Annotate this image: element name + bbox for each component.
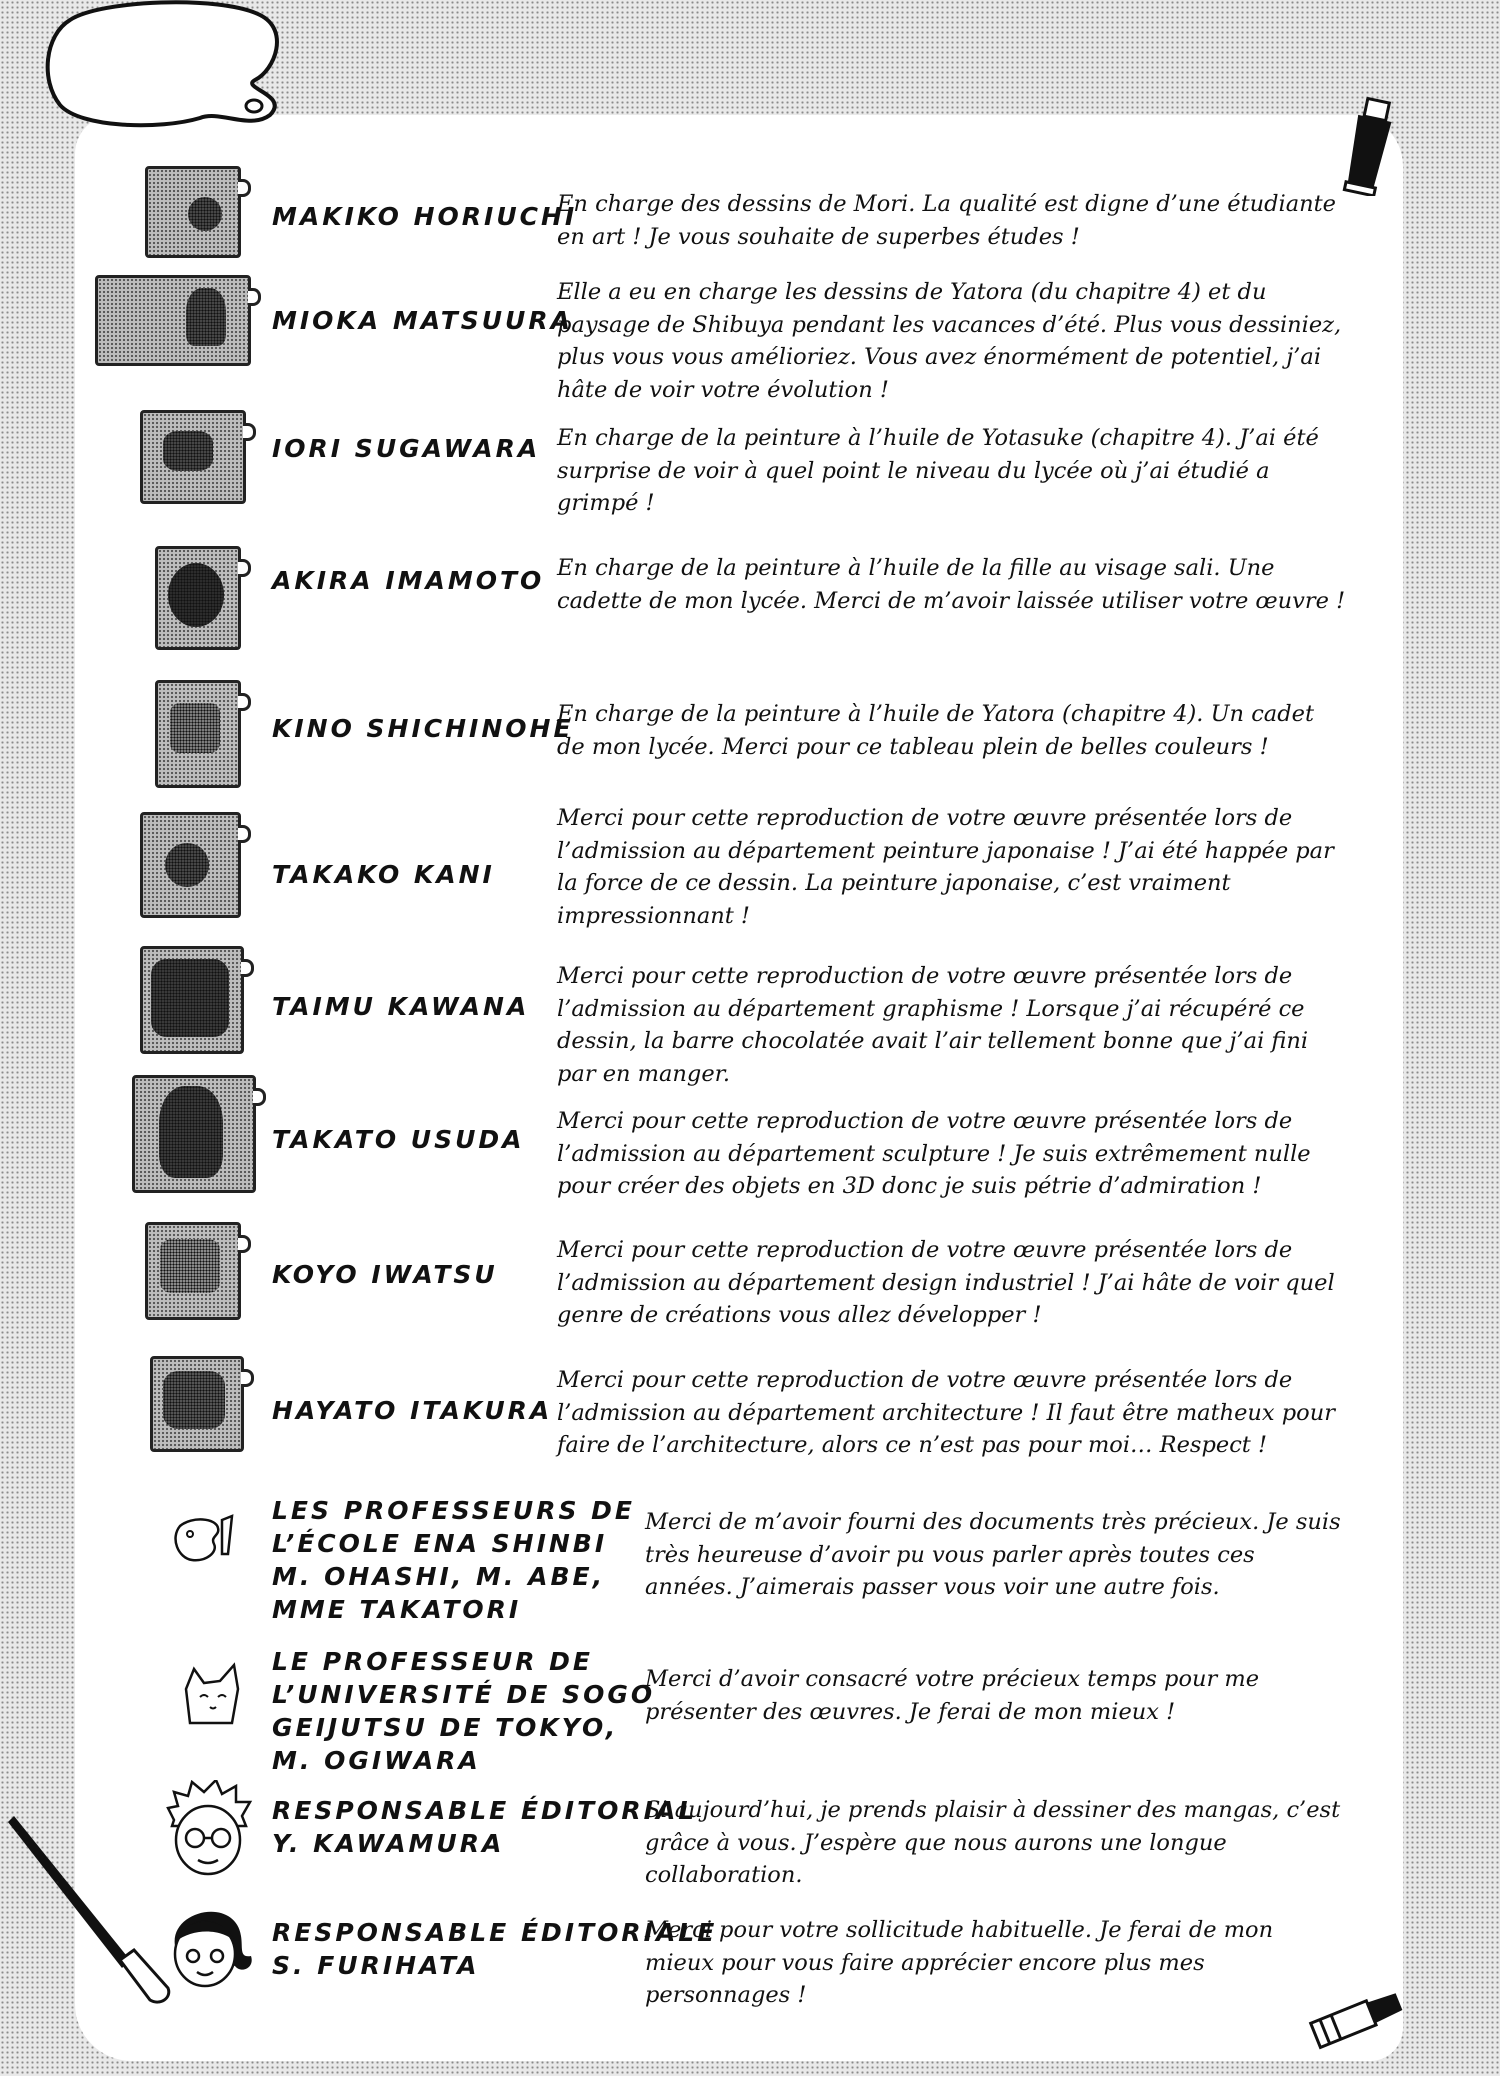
staff-line: MME TAKATORI xyxy=(272,1595,522,1624)
paint-tube-icon xyxy=(1340,96,1400,196)
palette-icon xyxy=(170,1514,240,1574)
palette-icon xyxy=(40,0,280,130)
artwork-thumbnail xyxy=(132,1075,256,1193)
artwork-thumbnail xyxy=(155,680,241,788)
credit-text: Merci pour cette reproduction de votre œuvre présentée lors de l’admission au département peinture japonaise ! J’ai été happée par la force de ce dessin. La peinture japonaise, c’est vraiment impressionnant ! xyxy=(557,805,1334,929)
credit-name: IORI SUGAWARA xyxy=(272,434,541,463)
artwork-thumbnail xyxy=(140,946,244,1054)
credit-name: KINO SHICHINOHE xyxy=(272,714,574,743)
staff-line: L’ÉCOLE ENA SHINBI xyxy=(272,1529,608,1558)
credit-text: Merci pour cette reproduction de votre œuvre présentée lors de l’admission au département architecture ! Il faut être matheux pour faire de l’architecture, alors ce n’est pas pour moi… Respect ! xyxy=(557,1367,1335,1458)
credit-text: Merci pour cette reproduction de votre œuvre présentée lors de l’admission au département sculpture ! Je suis extrêmement nulle pour créer des objets en 3D donc je suis pétrie d’admiration ! xyxy=(557,1108,1311,1199)
artwork-thumbnail xyxy=(95,275,251,366)
staff-line: M. OHASHI, M. ABE, xyxy=(272,1562,606,1591)
staff-line: RESPONSABLE ÉDITORIALE xyxy=(272,1918,718,1947)
credit-name: HAYATO ITAKURA xyxy=(272,1396,553,1425)
staff-line: GEIJUTSU DE TOKYO, xyxy=(272,1713,619,1742)
credit-name: MIOKA MATSUURA xyxy=(272,306,573,335)
staff-line: Y. KAWAMURA xyxy=(272,1829,505,1858)
credit-name: KOYO IWATSU xyxy=(272,1260,498,1289)
staff-text: Merci pour votre sollicitude habituelle. Je ferai de mon mieux pour vous faire apprécier encore plus mes personnages ! xyxy=(645,1917,1274,2008)
credit-text: Merci pour cette reproduction de votre œuvre présentée lors de l’admission au département design industriel ! J’ai hâte de voir quel genre de créations vous allez développer ! xyxy=(557,1237,1335,1328)
artwork-thumbnail xyxy=(145,166,241,258)
credit-name: TAKAKO KANI xyxy=(272,860,495,889)
credit-text: Merci pour cette reproduction de votre œuvre présentée lors de l’admission au département graphisme ! Lorsque j’ai récupéré ce dessin, la barre chocolatée avait l’air tellement bonne que j’ai fini par en manger. xyxy=(557,963,1309,1087)
credit-text: En charge de la peinture à l’huile de Yotasuke (chapitre 4). J’ai été surprise de voir à quel point le niveau du lycée où j’ai étudié a grimpé ! xyxy=(557,425,1319,516)
staff-line: LES PROFESSEURS DE xyxy=(272,1496,635,1525)
paintbrush-icon xyxy=(0,1810,180,2010)
staff-line: LE PROFESSEUR DE xyxy=(272,1647,593,1676)
credit-text: En charge des dessins de Mori. La qualité est digne d’une étudiante en art ! Je vous souhaite de superbes études ! xyxy=(557,191,1336,250)
staff-line: L’UNIVERSITÉ DE SOGO xyxy=(272,1680,656,1709)
credit-text: En charge de la peinture à l’huile de la fille au visage sali. Une cadette de mon lycée. Merci de m’avoir laissée utiliser votre œuvre ! xyxy=(557,555,1346,614)
credit-text: En charge de la peinture à l’huile de Yatora (chapitre 4). Un cadet de mon lycée. Merci pour ce tableau plein de belles couleurs ! xyxy=(557,701,1314,760)
artwork-thumbnail xyxy=(150,1356,244,1452)
credit-name: TAKATO USUDA xyxy=(272,1125,525,1154)
artwork-thumbnail xyxy=(140,812,241,918)
credit-name: MAKIKO HORIUCHI xyxy=(272,202,578,231)
staff-line: S. FURIHATA xyxy=(272,1951,480,1980)
staff-text: Merci de m’avoir fourni des documents très précieux. Je suis très heureuse d’avoir pu vous parler après toutes ces années. J’aimerais passer vous voir une autre fois. xyxy=(645,1509,1341,1600)
credit-name: TAIMU KAWANA xyxy=(272,992,530,1021)
cat-icon xyxy=(180,1659,250,1731)
staff-text: Merci d’avoir consacré votre précieux temps pour me présenter des œuvres. Je ferai de mon mieux ! xyxy=(645,1666,1260,1725)
staff-text: Si aujourd’hui, je prends plaisir à dessiner des mangas, c’est grâce à vous. J’espère que nous aurons une longue collaboration. xyxy=(645,1797,1341,1888)
staff-line: RESPONSABLE ÉDITORIAL xyxy=(272,1796,698,1825)
man-avatar-icon xyxy=(160,1780,256,1880)
staff-line: M. OGIWARA xyxy=(272,1746,481,1775)
credit-text: Elle a eu en charge les dessins de Yatora (du chapitre 4) et du paysage de Shibuya pendant les vacances d’été. Plus vous dessiniez, plus vous vous amélioriez. Vous avez énormément de potentiel, j’ai hâte de voir votre évolution ! xyxy=(557,279,1342,403)
artwork-thumbnail xyxy=(155,546,241,650)
artwork-thumbnail xyxy=(145,1222,241,1320)
artwork-thumbnail xyxy=(140,410,246,504)
woman-avatar-icon xyxy=(155,1896,265,1996)
credit-name: AKIRA IMAMOTO xyxy=(272,566,545,595)
